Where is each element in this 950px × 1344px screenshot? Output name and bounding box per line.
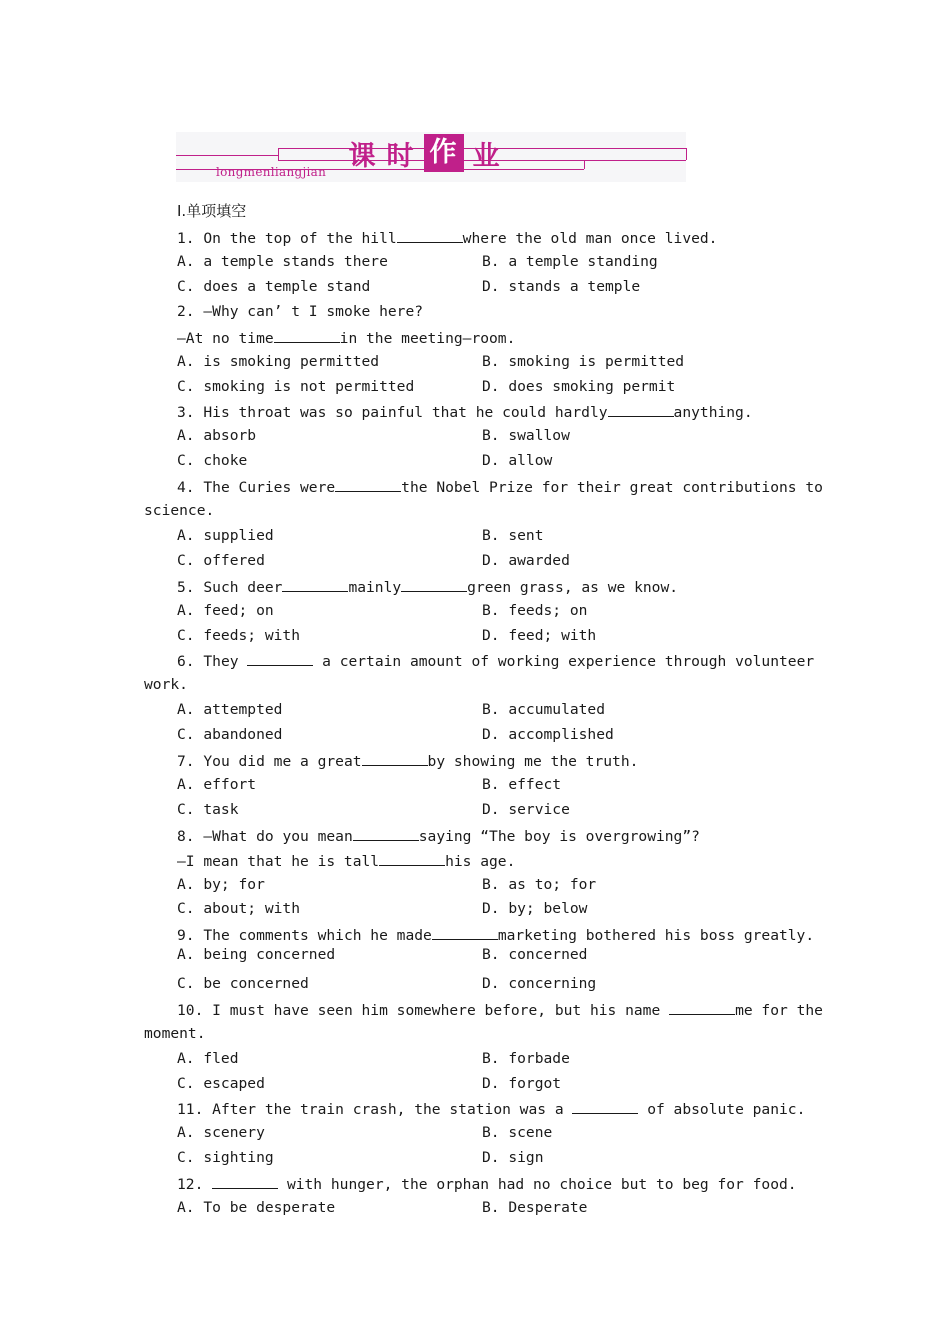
title-char-highlighted: 作 — [424, 134, 464, 172]
answer-blank — [247, 651, 313, 666]
question-2: 2. —Why can’ t I smoke here? — [177, 303, 424, 320]
question-7: 7. You did me a great by showing me the truth. — [177, 753, 639, 770]
option-d: D. service — [482, 801, 570, 818]
answer-blank — [335, 477, 401, 492]
option-a: A. feed; on — [177, 602, 274, 619]
banner-line — [176, 155, 278, 156]
option-a: A. a temple stands there — [177, 253, 388, 270]
option-b: B. smoking is permitted — [482, 353, 685, 370]
option-d: D. accomplished — [482, 726, 614, 743]
question-8: 8. —What do you mean saying “The boy is overgrowing”? — [177, 828, 700, 845]
question-3: 3. His throat was so painful that he could hardly anything. — [177, 404, 753, 421]
answer-blank — [274, 328, 340, 343]
option-a: A. scenery — [177, 1124, 265, 1141]
option-b: B. sent — [482, 527, 544, 544]
option-c: C. about; with — [177, 900, 301, 917]
option-d: D. feed; with — [482, 627, 597, 644]
option-b: B. accumulated — [482, 701, 606, 718]
option-b: B. concerned — [482, 946, 588, 963]
option-c: C. feeds; with — [177, 627, 301, 644]
question-5: 5. Such deer mainly green grass, as we know. — [177, 579, 679, 596]
answer-blank — [353, 826, 419, 841]
option-a: A. being concerned — [177, 946, 336, 963]
question-1: 1. On the top of the hill where the old man once lived. — [177, 230, 718, 247]
option-c: C. escaped — [177, 1075, 265, 1092]
option-a: A. absorb — [177, 427, 257, 444]
option-b: B. feeds; on — [482, 602, 588, 619]
answer-blank — [362, 751, 428, 766]
option-d: D. stands a temple — [482, 278, 641, 295]
option-d: D. sign — [482, 1149, 544, 1166]
option-d: D. awarded — [482, 552, 570, 569]
answer-blank — [212, 1174, 278, 1189]
title-char: 课 — [348, 140, 378, 172]
option-c: C. task — [177, 801, 239, 818]
option-b: B. Desperate — [482, 1199, 588, 1216]
answer-blank — [397, 228, 463, 243]
option-d: D. concerning — [482, 975, 597, 992]
option-a: A. To be desperate — [177, 1199, 336, 1216]
banner-subtitle: longmenliangjian — [216, 165, 327, 179]
option-c: C. offered — [177, 552, 265, 569]
option-d: D. allow — [482, 452, 553, 469]
option-a: A. by; for — [177, 876, 265, 893]
option-b: B. swallow — [482, 427, 570, 444]
banner-line — [278, 148, 279, 160]
section-title: Ⅰ.单项填空 — [177, 202, 247, 220]
option-c: C. smoking is not permitted — [177, 378, 415, 395]
option-b: B. effect — [482, 776, 562, 793]
option-b: B. forbade — [482, 1050, 570, 1067]
header-banner — [176, 128, 688, 182]
option-c: C. be concerned — [177, 975, 309, 992]
option-a: A. supplied — [177, 527, 274, 544]
answer-blank — [282, 577, 348, 592]
title-char: 业 — [472, 140, 502, 172]
question-2-line2: —At no time in the meeting—room. — [177, 330, 516, 347]
option-b: B. a temple standing — [482, 253, 658, 270]
banner-line — [686, 148, 687, 160]
option-c: C. choke — [177, 452, 248, 469]
option-a: A. effort — [177, 776, 257, 793]
answer-blank — [401, 577, 467, 592]
question-11: 11. After the train crash, the station was a of absolute panic. — [177, 1101, 806, 1118]
question-9: 9. The comments which he made marketing bothered his boss greatly. — [177, 927, 815, 944]
answer-blank — [379, 851, 445, 866]
option-a: A. is smoking permitted — [177, 353, 380, 370]
question-6: 6. They a certain amount of working experience through volunteer — [177, 653, 815, 670]
banner-line — [584, 160, 585, 169]
banner-title — [344, 134, 506, 172]
question-6-wrap: work. — [144, 676, 188, 693]
question-10: 10. I must have seen him somewhere before, but his name me for the — [177, 1002, 823, 1019]
title-char: 时 — [386, 140, 416, 172]
question-12: 12. with hunger, the orphan had no choice but to beg for food. — [177, 1176, 797, 1193]
option-a: A. attempted — [177, 701, 283, 718]
question-10-wrap: moment. — [144, 1025, 206, 1042]
option-c: C. does a temple stand — [177, 278, 371, 295]
answer-blank — [572, 1099, 638, 1114]
answer-blank — [669, 1000, 735, 1015]
option-c: C. abandoned — [177, 726, 283, 743]
option-d: D. does smoking permit — [482, 378, 676, 395]
option-d: D. by; below — [482, 900, 588, 917]
question-4-wrap: science. — [144, 502, 215, 519]
question-8-line2: —I mean that he is tall his age. — [177, 853, 516, 870]
answer-blank — [608, 402, 674, 417]
question-4: 4. The Curies were the Nobel Prize for their great contributions to — [177, 479, 823, 496]
option-b: B. as to; for — [482, 876, 597, 893]
option-a: A. fled — [177, 1050, 239, 1067]
option-b: B. scene — [482, 1124, 553, 1141]
option-c: C. sighting — [177, 1149, 274, 1166]
option-d: D. forgot — [482, 1075, 562, 1092]
answer-blank — [432, 925, 498, 940]
